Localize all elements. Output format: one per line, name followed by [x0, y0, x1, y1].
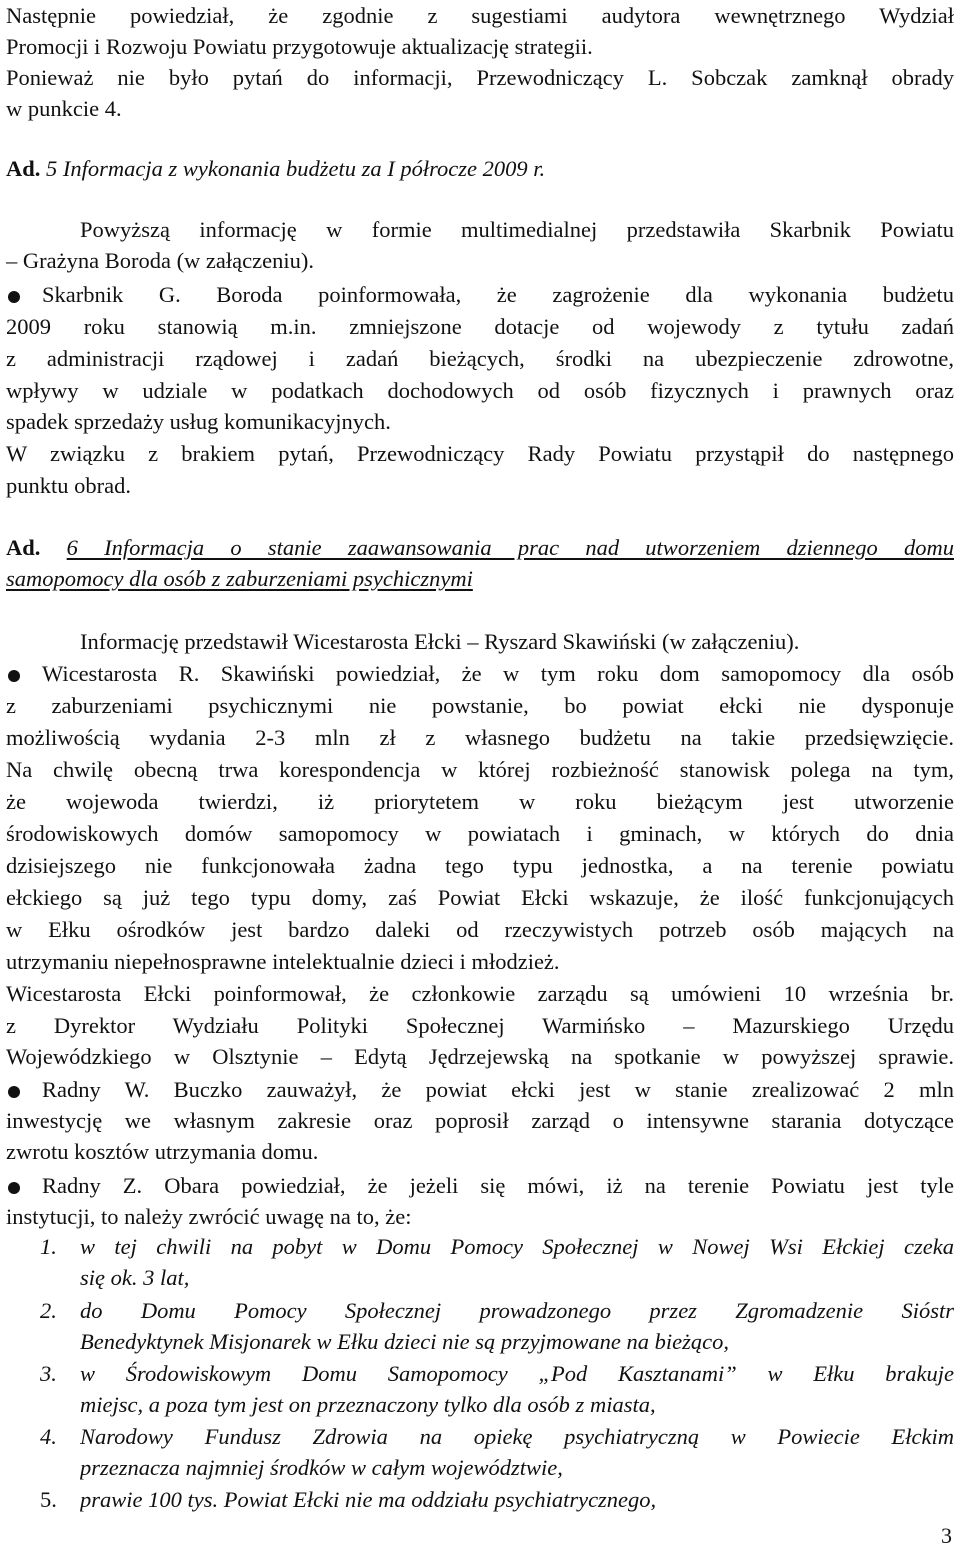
text-line: w Ełku ośrodków jest bardzo daleki od rzeczywistych potrzeb osób mających na: [6, 917, 954, 942]
text-line: że wojewoda twierdzi, iż priorytetem w roku bieżącym jest utworzenie: [6, 789, 954, 814]
text-line: Wicestarosta R. Skawiński powiedział, że w tym roku dom samopomocy dla osób: [42, 661, 954, 686]
text-line: Na chwilę obecną trwa korespondencja w której rozbieżność stanowisk polega na tym,: [6, 757, 954, 782]
section-heading-ad5: [6, 153, 954, 184]
text-line: – Grażyna Boroda (w załączeniu).: [6, 248, 314, 273]
text-line: z Dyrektor Wydziału Polityki Społecznej Warmińsko – Mazurskiego Urzędu: [6, 1013, 954, 1038]
text-line: Radny W. Buczko zauważył, że powiat ełcki jest w stanie zrealizować 2 mln: [42, 1077, 954, 1102]
text-line: Następnie powiedział, że zgodnie z sugestiami audytora wewnętrznego Wydział: [6, 3, 954, 28]
text-line: Informację przedstawił Wicestarosta Ełcki – Ryszard Skawiński (w załączeniu).: [80, 629, 800, 654]
text-line: wpływy w udziale w podatkach dochodowych od osób fizycznych i prawnych oraz: [6, 378, 954, 403]
text-line: utrzymaniu niepełnosprawne intelektualnie dzieci i młodzież.: [6, 949, 560, 974]
text-line: Wojewódzkiego w Olsztynie – Edytą Jędrzejewską na spotkanie w powyższej sprawie.: [6, 1044, 954, 1069]
list-item-line: się ok. 3 lat,: [80, 1265, 190, 1290]
list-item-line: Benedyktynek Misjonarek w Ełku dzieci nie są przyjmowane na bieżąco,: [80, 1329, 729, 1354]
heading-prefix: Ad.: [6, 156, 41, 181]
text-line: instytucji, to należy zwrócić uwagę na to, że:: [6, 1204, 412, 1229]
heading-prefix: Ad.: [6, 535, 41, 560]
text-line: z administracji rządowej i zadań bieżących, środki na ubezpieczenie zdrowotne,: [6, 346, 954, 371]
text-line: środowiskowych domów samopomocy w powiatach i gminach, w których do dnia: [6, 821, 954, 846]
heading-title: 6 Informacja o stanie zaawansowania prac nad utworzeniem dziennego domu: [66, 535, 954, 560]
list-item-line: miejsc, a poza tym jest on przeznaczony tylko dla osób z miasta,: [80, 1392, 656, 1417]
text-line: spadek sprzedaży usług komunikacyjnych.: [6, 409, 391, 434]
list-item-line: przeznacza najmniej środków w całym województwie,: [80, 1455, 563, 1480]
list-item-line: w tej chwili na pobyt w Domu Pomocy Społecznej w Nowej Wsi Ełckiej czeka: [80, 1234, 954, 1259]
heading-title: samopomocy dla osób z zaburzeniami psychicznymi: [6, 566, 473, 591]
text-line: z zaburzeniami psychicznymi nie powstanie, bo powiat ełcki nie dysponuje: [6, 693, 954, 718]
text-line: dzisiejszego nie funkcjonowała żadna tego typu jednostka, a na terenie powiatu: [6, 853, 954, 878]
text-line: Skarbnik G. Boroda poinformowała, że zagrożenie dla wykonania budżetu: [42, 282, 954, 307]
text-line: inwestycję we własnym zakresie oraz poprosił zarząd o intensywne starania dotyczące: [6, 1108, 954, 1133]
text-line: 2009 roku stanowią m.in. zmniejszone dotacje od wojewody z tytułu zadań: [6, 314, 954, 339]
text-line: zwrotu kosztów utrzymania domu.: [6, 1139, 319, 1164]
bullet-icon: [8, 291, 20, 303]
text-line: W związku z brakiem pytań, Przewodniczący Rady Powiatu przystąpił do następnego: [6, 441, 954, 466]
list-item-line: do Domu Pomocy Społecznej prowadzonego przez Zgromadzenie Sióstr: [80, 1298, 954, 1323]
page-number: 3: [941, 1523, 952, 1548]
text-line: możliwością wydania 2-3 mln zł z własnego budżetu na takie przedsięwzięcie.: [6, 725, 954, 750]
list-number: 4.: [40, 1424, 57, 1449]
section-heading-ad6-cont: [6, 563, 954, 594]
list-number: 5.: [40, 1487, 57, 1512]
bullet-icon: [8, 1086, 20, 1098]
list-number: 3.: [40, 1361, 57, 1386]
bullet-icon: [8, 1182, 20, 1194]
text-line: Radny Z. Obara powiedział, że jeżeli się mówi, iż na terenie Powiatu jest tyle: [42, 1173, 954, 1198]
section-heading-ad6: [6, 532, 954, 563]
list-item-line: w Środowiskowym Domu Samopomocy „Pod Kasztanami” w Ełku brakuje: [80, 1361, 954, 1386]
heading-title: 5 Informacja z wykonania budżetu za I półrocze 2009 r.: [46, 156, 546, 181]
text-line: Ponieważ nie było pytań do informacji, Przewodniczący L. Sobczak zamknął obrady: [6, 65, 954, 90]
list-item-line: prawie 100 tys. Powiat Ełcki nie ma oddziału psychiatrycznego,: [80, 1487, 657, 1512]
text-line: Powyższą informację w formie multimedialnej przedstawiła Skarbnik Powiatu: [80, 217, 954, 242]
bullet-icon: [8, 670, 20, 682]
text-line: ełckiego są już tego typu domy, zaś Powiat Ełcki wskazuje, że ilość funkcjonujących: [6, 885, 954, 910]
list-number: 2.: [40, 1298, 57, 1323]
text-line: Promocji i Rozwoju Powiatu przygotowuje aktualizację strategii.: [6, 34, 593, 59]
list-item-line: Narodowy Fundusz Zdrowia na opiekę psychiatryczną w Powiecie Ełckim: [80, 1424, 954, 1449]
list-number: 1.: [40, 1234, 57, 1259]
text-line: punktu obrad.: [6, 473, 131, 498]
text-line: w punkcie 4.: [6, 96, 122, 121]
text-line: Wicestarosta Ełcki poinformował, że członkowie zarządu są umówieni 10 września br.: [6, 981, 954, 1006]
